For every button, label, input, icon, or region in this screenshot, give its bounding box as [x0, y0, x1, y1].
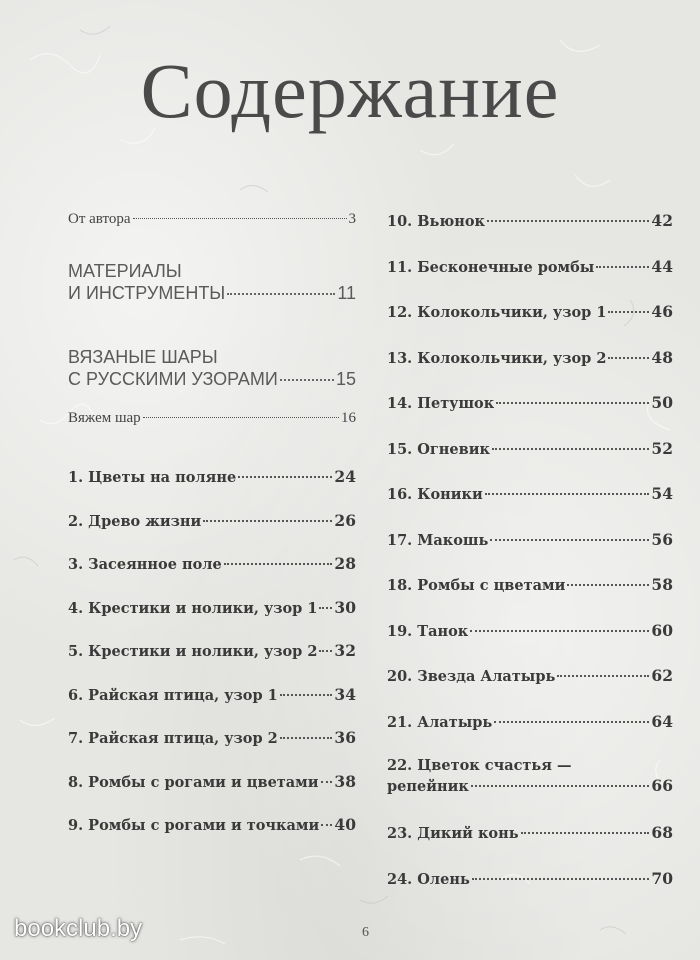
leader-dots	[319, 650, 332, 652]
leader-dots	[227, 293, 335, 295]
toc-item-label-line1: 22. Цветок счастья —	[387, 757, 572, 774]
toc-item-page: 50	[651, 393, 673, 412]
toc-item[interactable]	[68, 815, 356, 859]
section-title-line1: МАТЕРИАЛЫ	[68, 261, 182, 281]
toc-item-page: 62	[651, 666, 673, 685]
toc-item[interactable]	[68, 728, 356, 772]
toc-entry-knitting-ball[interactable]	[68, 410, 356, 427]
leader-dots	[608, 311, 649, 313]
toc-item[interactable]	[387, 530, 673, 576]
leader-dots	[521, 832, 650, 834]
leader-dots	[608, 357, 649, 359]
toc-item-page: 44	[651, 256, 673, 276]
leader-dots	[133, 218, 347, 219]
toc-item-page: 58	[651, 575, 673, 594]
site-watermark: bookclub.by	[14, 915, 143, 942]
toc-entry-page: 3	[348, 211, 356, 227]
toc-item-page: 32	[334, 641, 356, 660]
leader-dots	[203, 520, 332, 522]
leader-dots	[319, 607, 332, 609]
toc-item[interactable]	[387, 348, 673, 394]
toc-item-label: 6. Райская птица, узор 1	[68, 686, 278, 704]
leader-dots	[496, 402, 649, 404]
toc-item-label: 9. Ромбы с рогами и точками	[68, 817, 320, 834]
leader-dots	[224, 563, 333, 565]
toc-section-materials[interactable]	[68, 260, 356, 304]
toc-item-label: 15. Огневик	[387, 440, 490, 458]
toc-item[interactable]	[68, 772, 356, 816]
toc-item-page: 26	[334, 510, 356, 530]
toc-entry-label: Вяжем шар	[68, 410, 141, 426]
leader-dots	[321, 824, 332, 826]
toc-entry-label: От автора	[68, 211, 131, 227]
toc-item-label: 24. Олень	[387, 870, 470, 888]
toc-entry-page: 16	[341, 410, 356, 426]
toc-item-label: 1. Цветы на поляне	[68, 469, 237, 486]
toc-item[interactable]	[68, 685, 356, 729]
leader-dots	[471, 785, 650, 787]
leader-dots	[280, 694, 333, 696]
toc-item-page: 36	[334, 728, 356, 747]
toc-item-22[interactable]	[387, 757, 673, 823]
toc-item[interactable]	[387, 575, 673, 621]
leader-dots	[280, 737, 333, 739]
toc-item-page: 24	[334, 467, 356, 486]
toc-item-label: 10. Вьюнок	[387, 213, 485, 230]
toc-item[interactable]	[387, 712, 673, 758]
leader-dots	[143, 417, 339, 418]
toc-item[interactable]	[387, 257, 673, 303]
toc-item-page: 42	[651, 211, 673, 230]
toc-item[interactable]	[387, 823, 673, 869]
leader-dots	[492, 448, 649, 450]
leader-dots	[470, 630, 649, 632]
toc-item-label: 11. Бесконечные ромбы	[387, 258, 595, 276]
toc-item[interactable]	[387, 439, 673, 485]
toc-item[interactable]	[387, 484, 673, 530]
page-title: Содержание	[140, 47, 560, 134]
leader-dots	[490, 539, 649, 541]
toc-item-label: 23. Дикий конь	[387, 825, 519, 842]
toc-item-label-line2: репейник	[387, 778, 469, 795]
section-title-line2: И ИНСТРУМЕНТЫ	[68, 283, 226, 303]
toc-left-column	[68, 205, 356, 859]
toc-item-label: 14. Петушок	[387, 395, 495, 412]
leader-dots	[487, 220, 649, 222]
toc-item-page: 64	[651, 711, 673, 731]
toc-item[interactable]	[387, 621, 673, 667]
toc-item-label: 13. Колокольчики, узор 2	[387, 349, 607, 367]
toc-item[interactable]	[68, 467, 356, 511]
page-number: 6	[362, 925, 369, 940]
section-page: 11	[337, 283, 356, 303]
toc-item-label: 19. Танок	[387, 622, 469, 640]
toc-item-page: 38	[334, 771, 356, 791]
toc-items-left	[68, 467, 356, 859]
toc-item-page: 54	[651, 484, 673, 503]
toc-item-page: 60	[651, 620, 673, 640]
toc-item-page: 66	[651, 776, 673, 795]
leader-dots	[494, 721, 649, 723]
leader-dots	[485, 493, 650, 495]
leader-dots	[472, 878, 650, 880]
toc-item-page: 30	[334, 597, 356, 617]
toc-item-label: 21. Алатырь	[387, 713, 493, 731]
toc-section-knitted-balls[interactable]	[68, 346, 356, 390]
toc-item-page: 34	[334, 684, 356, 704]
leader-dots	[238, 476, 332, 478]
toc-item[interactable]	[68, 641, 356, 685]
toc-item-page: 46	[651, 302, 673, 321]
toc-item-page: 28	[334, 554, 356, 573]
toc-item-label: 7. Райская птица, узор 2	[68, 730, 278, 747]
toc-item-page: 40	[334, 815, 356, 834]
leader-dots	[280, 379, 334, 381]
toc-item-label: 12. Колокольчики, узор 1	[387, 304, 607, 321]
toc-item-page: 52	[651, 438, 673, 458]
leader-dots	[557, 675, 649, 677]
toc-item[interactable]	[387, 211, 673, 257]
leader-dots	[596, 266, 649, 268]
toc-item[interactable]	[387, 869, 673, 915]
leader-dots	[567, 584, 649, 586]
toc-item-label: 4. Крестики и нолики, узор 1	[68, 599, 318, 617]
toc-item[interactable]	[68, 511, 356, 555]
toc-entry-intro[interactable]	[68, 211, 356, 228]
section-title-line2: С РУССКИМИ УЗОРАМИ	[68, 369, 278, 389]
toc-item-label: 17. Макошь	[387, 531, 489, 549]
section-page: 15	[335, 369, 356, 389]
section-title-line1: ВЯЗАНЫЕ ШАРЫ	[68, 347, 218, 367]
toc-item-label: 16. Коники	[387, 486, 483, 503]
toc-item-page: 48	[651, 347, 673, 367]
leader-dots	[321, 781, 333, 783]
toc-item-label: 3. Засеянное поле	[68, 556, 222, 573]
toc-item[interactable]	[68, 598, 356, 642]
toc-item-label: 8. Ромбы с рогами и цветами	[68, 773, 319, 791]
toc-item-page: 56	[651, 529, 673, 549]
toc-item-page: 68	[651, 823, 673, 842]
toc-item[interactable]	[68, 554, 356, 598]
toc-item[interactable]	[387, 302, 673, 348]
toc-right-column	[387, 205, 673, 914]
toc-item-page: 70	[651, 868, 673, 888]
toc-item-label: 20. Звезда Алатырь	[387, 668, 556, 685]
toc-item-label: 5. Крестики и нолики, узор 2	[68, 643, 318, 660]
toc-item-label: 2. Древо жизни	[68, 512, 202, 530]
toc-item[interactable]	[387, 393, 673, 439]
toc-item[interactable]	[387, 666, 673, 712]
toc-item-label: 18. Ромбы с цветами	[387, 577, 566, 594]
